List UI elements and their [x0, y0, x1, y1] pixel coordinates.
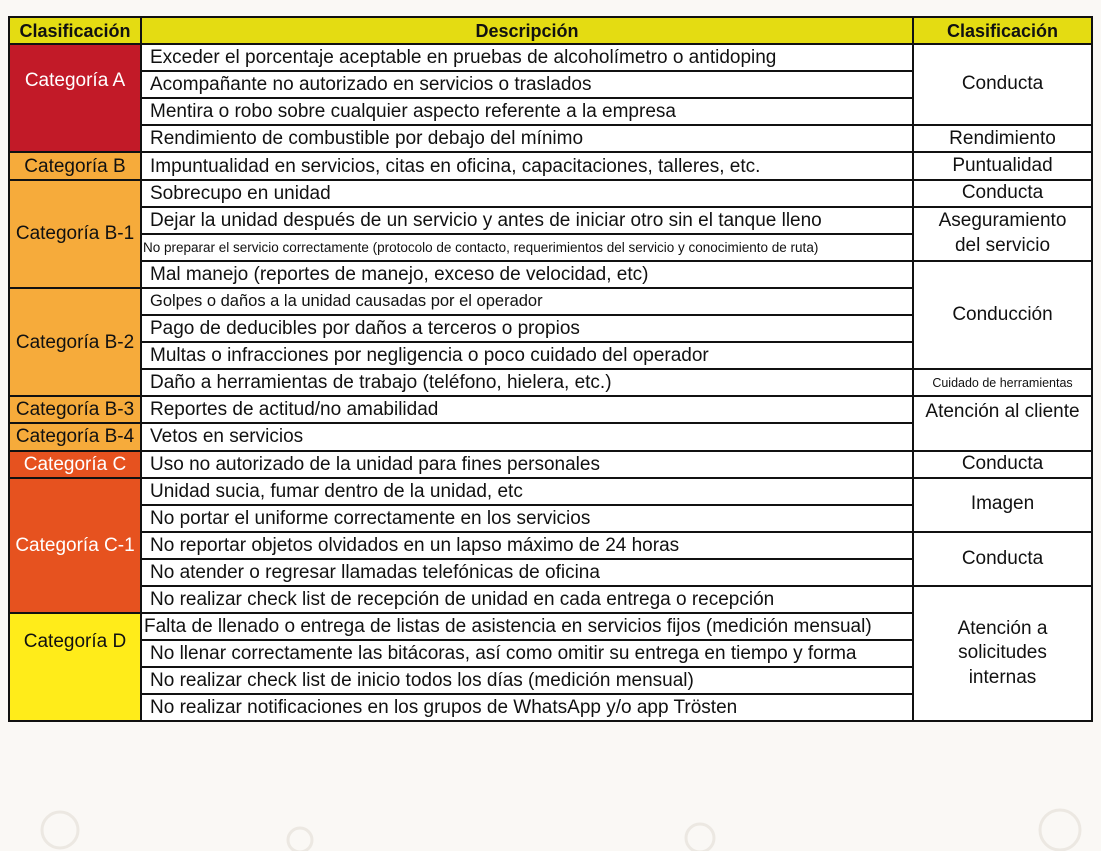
- table-row: [9, 125, 1092, 152]
- description-cell: Mentira o robo sobre cualquier aspecto referente a la empresa: [141, 98, 913, 125]
- description-cell: Rendimiento de combustible por debajo del mínimo: [141, 125, 913, 152]
- classification-cell: Conducción: [913, 261, 1092, 369]
- table-row: [9, 369, 1092, 396]
- classification-cell: Atención al cliente: [913, 396, 1092, 450]
- header-classification: Clasificación: [9, 17, 141, 44]
- description-cell: No preparar el servicio correctamente (protocolo de contacto, requerimientos del servicio y conocimiento de ruta): [141, 234, 913, 261]
- description-cell: Sobrecupo en unidad: [141, 180, 913, 207]
- category-b: Categoría B: [9, 152, 141, 179]
- description-cell: No realizar check list de recepción de unidad en cada entrega o recepción: [141, 586, 913, 613]
- description-cell: Dejar la unidad después de un servicio y antes de iniciar otro sin el tanque lleno: [141, 207, 913, 234]
- classification-cell: [913, 207, 1092, 261]
- description-cell: Acompañante no autorizado en servicios o traslados: [141, 71, 913, 98]
- header-row: [9, 17, 1092, 44]
- classification-cell: Puntualidad: [913, 152, 1092, 179]
- description-cell: Daño a herramientas de trabajo (teléfono, hielera, etc.): [141, 369, 913, 396]
- table-row: [9, 532, 1092, 559]
- classification-line: Atención a: [957, 617, 1048, 639]
- description-cell: No realizar notificaciones en los grupos de WhatsApp y/o app Trösten: [141, 694, 913, 721]
- description-cell: Falta de llenado o entrega de listas de asistencia en servicios fijos (medición mensual): [141, 613, 913, 640]
- description-cell: Mal manejo (reportes de manejo, exceso de velocidad, etc): [141, 261, 913, 288]
- category-c-1: Categoría C-1: [9, 478, 141, 613]
- description-cell: Exceder el porcentaje aceptable en pruebas de alcoholímetro o antidoping: [141, 44, 913, 71]
- classification-line: internas: [968, 667, 1037, 689]
- classification-cell: Imagen: [913, 478, 1092, 532]
- table-row: [9, 396, 1092, 423]
- description-cell: Golpes o daños a la unidad causadas por el operador: [141, 288, 913, 315]
- category-b-4: Categoría B-4: [9, 423, 141, 450]
- classification-cell: Conducta: [913, 180, 1092, 207]
- category-b-2: Categoría B-2: [9, 288, 141, 396]
- description-cell: Vetos en servicios: [141, 423, 913, 450]
- classification-table: [8, 16, 1093, 722]
- header-description: Descripción: [141, 17, 913, 44]
- table-row: [9, 152, 1092, 179]
- table-row: [9, 261, 1092, 288]
- table-row: [9, 207, 1092, 234]
- category-a: Categoría A: [9, 44, 141, 152]
- classification-cell: Conducta: [913, 451, 1092, 478]
- table-row: [9, 586, 1092, 613]
- description-cell: Multas o infracciones por negligencia o poco cuidado del operador: [141, 342, 913, 369]
- description-cell: No portar el uniforme correctamente en los servicios: [141, 505, 913, 532]
- description-cell: Impuntualidad en servicios, citas en oficina, capacitaciones, talleres, etc.: [141, 152, 913, 179]
- table-row: [9, 44, 1092, 71]
- header-classification-2: Clasificación: [913, 17, 1092, 44]
- description-cell: Uso no autorizado de la unidad para fines personales: [141, 451, 913, 478]
- description-cell: No atender o regresar llamadas telefónicas de oficina: [141, 559, 913, 586]
- description-cell: Unidad sucia, fumar dentro de la unidad, etc: [141, 478, 913, 505]
- description-cell: No realizar check list de inicio todos los días (medición mensual): [141, 667, 913, 694]
- description-cell: Pago de deducibles por daños a terceros o propios: [141, 315, 913, 342]
- description-cell: No reportar objetos olvidados en un lapso máximo de 24 horas: [141, 532, 913, 559]
- category-b-1: Categoría B-1: [9, 180, 141, 288]
- classification-line: solicitudes: [958, 642, 1047, 664]
- classification-cell: Rendimiento: [913, 125, 1092, 152]
- category-c: Categoría C: [9, 451, 141, 478]
- classification-cell: [913, 586, 1092, 721]
- category-b-3: Categoría B-3: [9, 396, 141, 423]
- description-cell: No llenar correctamente las bitácoras, así como omitir su entrega en tiempo y forma: [141, 640, 913, 667]
- table-row: [9, 478, 1092, 505]
- classification-cell: Conducta: [913, 44, 1092, 125]
- classification-line: del servicio: [954, 234, 1051, 256]
- category-d: Categoría D: [9, 613, 141, 721]
- classification-cell: Conducta: [913, 532, 1092, 586]
- classification-cell: Cuidado de herramientas: [913, 369, 1092, 396]
- table-row: [9, 180, 1092, 207]
- classification-line: Aseguramiento: [938, 210, 1067, 232]
- description-cell: Reportes de actitud/no amabilidad: [141, 396, 913, 423]
- table-row: [9, 451, 1092, 478]
